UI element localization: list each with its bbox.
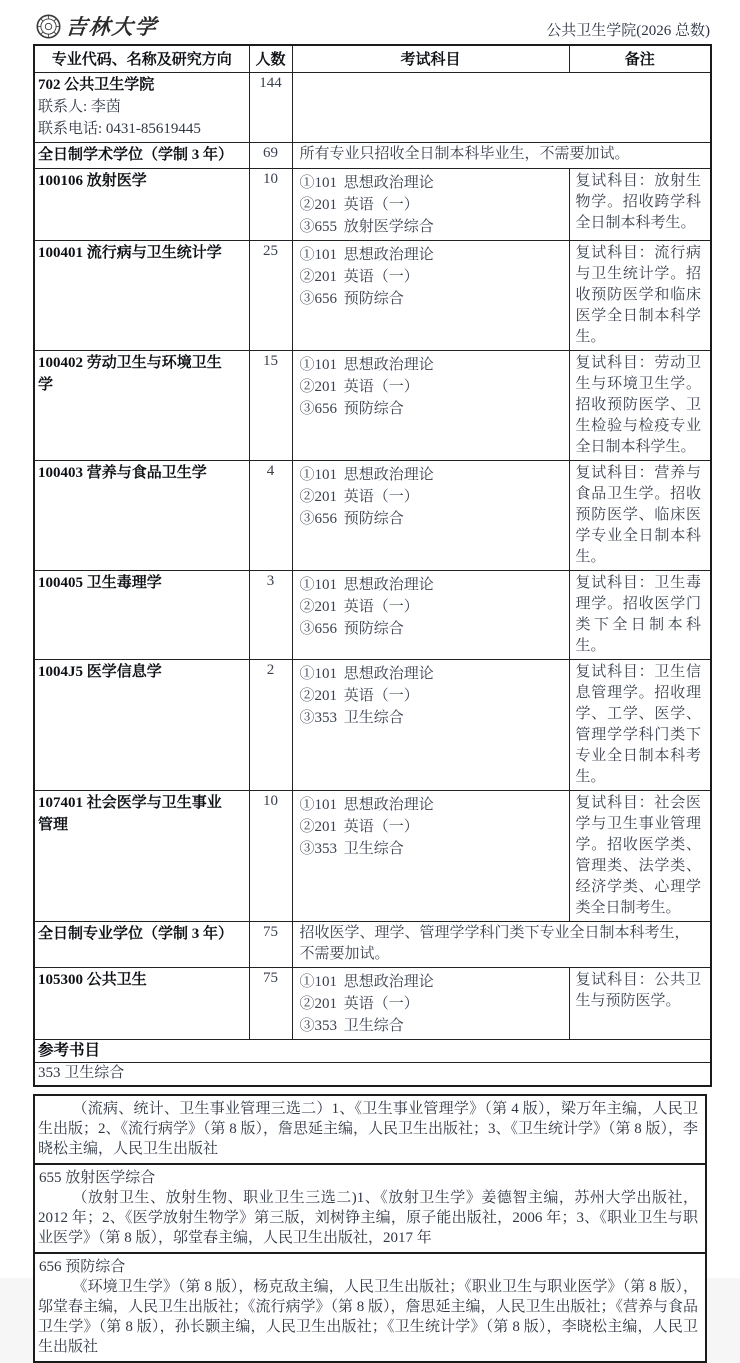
college-title: 公共卫生学院(2026 总数) bbox=[546, 23, 710, 39]
exam-subject-line: ①101 思想政治理论 bbox=[299, 175, 434, 191]
note-cell: 复试科目：公共卫生与预防医学。 bbox=[569, 968, 711, 1040]
exam-subject-line: ②201 英语（一） bbox=[299, 996, 419, 1012]
table-row bbox=[34, 791, 711, 922]
exam-subjects-cell bbox=[292, 461, 569, 571]
enrollment-count-cell: 10 bbox=[249, 791, 292, 922]
exam-subject-line: ①101 思想政治理论 bbox=[299, 467, 434, 483]
major-name-cell bbox=[34, 571, 249, 660]
exam-subjects-cell bbox=[292, 968, 569, 1040]
note-cell: 复试科目：放射生物学。招收跨学科全日制本科考生。 bbox=[569, 169, 711, 241]
exam-subject-line: ③353 卫生综合 bbox=[299, 1018, 404, 1034]
major-code-name: 105300 公共卫生 bbox=[38, 972, 147, 988]
table-row bbox=[34, 143, 711, 169]
major-name-cell bbox=[34, 241, 249, 351]
col-header-major: 专业代码、名称及研究方向 bbox=[34, 45, 249, 73]
major-code-name: 全日制专业学位（学制 3 年） bbox=[38, 926, 234, 942]
exam-subjects-cell bbox=[292, 571, 569, 660]
enrollment-count-cell: 144 bbox=[249, 73, 292, 143]
table-row bbox=[34, 1063, 711, 1087]
major-code-name: 100106 放射医学 bbox=[38, 173, 147, 189]
note-cell: 复试科目：营养与食品卫生学。招收预防医学、临床医学专业全日制本科生。 bbox=[569, 461, 711, 571]
table-row bbox=[34, 571, 711, 660]
major-code-name: 100401 流行病与卫生统计学 bbox=[38, 245, 222, 261]
major-name-cell bbox=[34, 73, 249, 143]
reference-block bbox=[35, 1252, 705, 1361]
exam-subject-line: ③353 卫生综合 bbox=[299, 710, 404, 726]
table-row bbox=[34, 351, 711, 461]
note-cell: 复试科目：卫生毒理学。招收医学门类下全日制本科生。 bbox=[569, 571, 711, 660]
exam-subjects-cell bbox=[292, 351, 569, 461]
contact-line: 联系电话: 0431-85619445 bbox=[38, 121, 201, 137]
reference-block-title: 656 预防综合 bbox=[39, 1259, 126, 1275]
document-header bbox=[0, 0, 740, 44]
admissions-table bbox=[33, 44, 712, 1087]
exam-subjects-cell bbox=[292, 169, 569, 241]
exam-subject-line: ②201 英语（一） bbox=[299, 379, 419, 395]
table-row bbox=[34, 1040, 711, 1063]
enrollment-count-cell: 10 bbox=[249, 169, 292, 241]
col-header-note: 备注 bbox=[569, 45, 711, 73]
reference-block bbox=[35, 1163, 705, 1252]
section-header-cell: 参考书目 bbox=[34, 1040, 711, 1063]
note-cell: 复试科目：流行病与卫生统计学。招收预防医学和临床医学全日制本科学生。 bbox=[569, 241, 711, 351]
university-logo bbox=[36, 11, 158, 41]
university-name: 吉林大学 bbox=[64, 15, 159, 39]
exam-subject-line: ②201 英语（一） bbox=[299, 819, 419, 835]
merged-note-cell: 所有专业只招收全日制本科毕业生，不需要加试。 bbox=[292, 143, 711, 169]
enrollment-count-cell: 75 bbox=[249, 968, 292, 1040]
exam-subject-line: ②201 英语（一） bbox=[299, 269, 419, 285]
exam-subject-line: ②201 英语（一） bbox=[299, 197, 419, 213]
major-code-name: 全日制学术学位（学制 3 年） bbox=[38, 147, 234, 163]
exam-subjects-cell bbox=[292, 241, 569, 351]
exam-subjects-cell bbox=[292, 791, 569, 922]
exam-subject-line: ③655 放射医学综合 bbox=[299, 219, 434, 235]
col-header-count: 人数 bbox=[249, 45, 292, 73]
contact-line: 联系人: 李茵 bbox=[38, 99, 121, 115]
exam-subject-line: ③353 卫生综合 bbox=[299, 841, 404, 857]
major-name-cell bbox=[34, 791, 249, 922]
reference-block bbox=[35, 1096, 705, 1163]
note-cell: 复试科目：社会医学与卫生事业管理学。招收医学类、管理类、法学类、经济学类、心理学类全日制考生。 bbox=[569, 791, 711, 922]
exam-subject-line: ③656 预防综合 bbox=[299, 291, 404, 307]
major-name-cell bbox=[34, 660, 249, 791]
university-seal-icon bbox=[36, 14, 61, 39]
major-code-name: 100402 劳动卫生与环境卫生学 bbox=[38, 355, 222, 393]
exam-subject-line: ②201 英语（一） bbox=[299, 599, 419, 615]
exam-subject-line: ①101 思想政治理论 bbox=[299, 797, 434, 813]
exam-subject-line: ①101 思想政治理论 bbox=[299, 247, 434, 263]
enrollment-count-cell: 75 bbox=[249, 922, 292, 968]
note-cell: 复试科目：卫生信息管理学。招收理学、工学、医学、管理学学科门类下专业全日制本科考生。 bbox=[569, 660, 711, 791]
major-name-cell bbox=[34, 922, 249, 968]
exam-subject-line: ②201 英语（一） bbox=[299, 688, 419, 704]
enrollment-count-cell: 4 bbox=[249, 461, 292, 571]
major-code-name: 107401 社会医学与卫生事业管理 bbox=[38, 795, 222, 833]
reference-block-text: 《环境卫生学》（第 8 版），杨克敌主编，人民卫生出版社；《职业卫生与职业医学》（第 8 版），邬堂春主编，人民卫生出版社；《流行病学》（第 8 版），詹思延主编，人民卫生出版社；《营养与食品卫生学》（第 8 版），孙长颢主编，人民卫生出版社；《卫生统计学》（第 8 版），李晓松主编，人民卫生出版社 bbox=[38, 1279, 699, 1355]
exam-subject-line: ①101 思想政治理论 bbox=[299, 577, 434, 593]
reference-block-text: （流病、统计、卫生事业管理三选二）1、《卫生事业管理学》（第 4 版），梁万年主编，人民卫生出版；2、《流行病学》（第 8 版），詹思延主编，人民卫生出版社；3、《卫生统计学》（第 8 版），李晓松主编，人民卫生出版社 bbox=[38, 1101, 699, 1157]
section-text-cell: 353 卫生综合 bbox=[34, 1063, 711, 1087]
major-code-name: 100405 卫生毒理学 bbox=[38, 575, 162, 591]
major-name-cell bbox=[34, 169, 249, 241]
reference-block-title: 655 放射医学综合 bbox=[39, 1170, 156, 1186]
merged-note-cell bbox=[292, 73, 711, 143]
major-code-name: 100403 营养与食品卫生学 bbox=[38, 465, 207, 481]
enrollment-count-cell: 25 bbox=[249, 241, 292, 351]
merged-note-cell: 招收医学、理学、管理学学科门类下专业全日制本科考生，不需要加试。 bbox=[292, 922, 711, 968]
table-row bbox=[34, 73, 711, 143]
major-name-cell bbox=[34, 461, 249, 571]
table-row bbox=[34, 241, 711, 351]
major-name-cell bbox=[34, 143, 249, 169]
table-row bbox=[34, 461, 711, 571]
table-row bbox=[34, 922, 711, 968]
exam-subject-line: ①101 思想政治理论 bbox=[299, 666, 434, 682]
exam-subject-line: ③656 预防综合 bbox=[299, 401, 404, 417]
major-code-name: 1004J5 医学信息学 bbox=[38, 664, 162, 680]
exam-subject-line: ①101 思想政治理论 bbox=[299, 357, 434, 373]
reference-books-box bbox=[33, 1094, 707, 1363]
exam-subject-line: ②201 英语（一） bbox=[299, 489, 419, 505]
enrollment-count-cell: 2 bbox=[249, 660, 292, 791]
table-row bbox=[34, 169, 711, 241]
exam-subject-line: ③656 预防综合 bbox=[299, 621, 404, 637]
major-name-cell bbox=[34, 968, 249, 1040]
table-row bbox=[34, 968, 711, 1040]
exam-subjects-cell bbox=[292, 660, 569, 791]
col-header-exam: 考试科目 bbox=[292, 45, 569, 73]
exam-subject-line: ③656 预防综合 bbox=[299, 511, 404, 527]
exam-subject-line: ①101 思想政治理论 bbox=[299, 974, 434, 990]
enrollment-count-cell: 15 bbox=[249, 351, 292, 461]
major-name-cell bbox=[34, 351, 249, 461]
note-cell: 复试科目：劳动卫生与环境卫生学。招收预防医学、卫生检验与检疫专业全日制本科学生。 bbox=[569, 351, 711, 461]
table-row bbox=[34, 660, 711, 791]
reference-block-text: （放射卫生、放射生物、职业卫生三选二)1、《放射卫生学》姜德智主编，苏州大学出版社，2012 年；2、《医学放射生物学》第三版，刘树铮主编，原子能出版社，2006 年；3、《职业卫生与职业医学》（第 8 版），邬堂春主编，人民卫生出版社，2017 年 bbox=[38, 1190, 698, 1246]
table-header-row bbox=[34, 45, 711, 73]
major-code-name: 702 公共卫生学院 bbox=[38, 77, 155, 93]
enrollment-count-cell: 69 bbox=[249, 143, 292, 169]
enrollment-count-cell: 3 bbox=[249, 571, 292, 660]
